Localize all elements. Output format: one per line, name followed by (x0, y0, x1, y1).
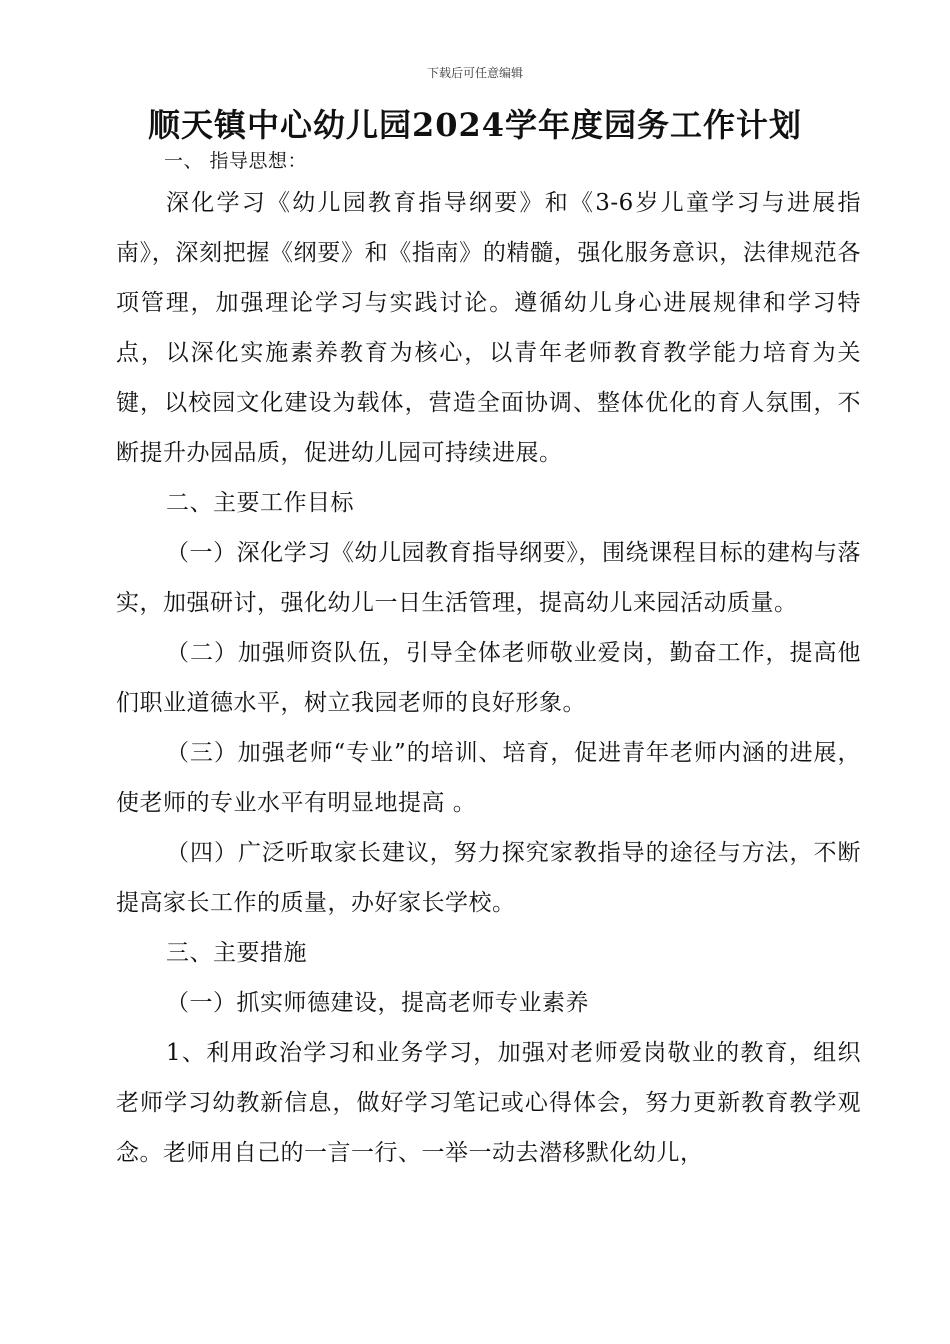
header-note: 下载后可任意编辑 (426, 66, 523, 80)
document-body (116, 146, 861, 1178)
section-3-heading: 三、主要措施 (166, 940, 307, 966)
measure-1-heading: （一）抓实师德建设，提高老师专业素养 (166, 990, 589, 1016)
measure-1-item-1-paragraph: 1、利用政治学习和业务学习，加强对老师爱岗敬业的教育，组织老师学习幼教新信息，做好学习笔记或心得体会，努力更新教育教学观念。老师用自己的一言一行、一举一动去潜移默化幼儿， (116, 1040, 861, 1166)
document-title: 顺天镇中心幼儿园2024学年度园务工作计划 (147, 106, 803, 144)
section-1-paragraph: 深化学习《幼儿园教育指导纲要》和《3-6岁儿童学习与进展指南》，深刻把握《纲要》和《指南》的精髓，强化服务意识，法律规范各项管理，加强理论学习与实践讨论。遵循幼儿身心进展规律和学习特点，以深化实施素养教育为核心，以青年老师教育教学能力培育为关键，以校园文化建设为载体，营造全面协调、整体优化的育人氛围，不断提升办园品质，促进幼儿园可持续进展。 (116, 190, 861, 466)
section-2-heading: 二、主要工作目标 (166, 490, 354, 516)
section-1-heading: 一、 指导思想： (164, 150, 308, 172)
goal-2-paragraph: （二）加强师资队伍，引导全体老师敬业爱岗，勤奋工作，提高他们职业道德水平，树立我园老师的良好形象。 (116, 640, 861, 716)
goal-4-paragraph: （四）广泛听取家长建议，努力探究家教指导的途径与方法，不断提高家长工作的质量，办好家长学校。 (116, 840, 861, 916)
goal-3-paragraph: （三）加强老师“专业”的培训、培育，促进青年老师内涵的进展，使老师的专业水平有明显地提高 。 (116, 740, 861, 816)
goal-1-paragraph: （一）深化学习《幼儿园教育指导纲要》，围绕课程目标的建构与落实，加强研讨，强化幼儿一日生活管理，提高幼儿来园活动质量。 (116, 540, 861, 616)
